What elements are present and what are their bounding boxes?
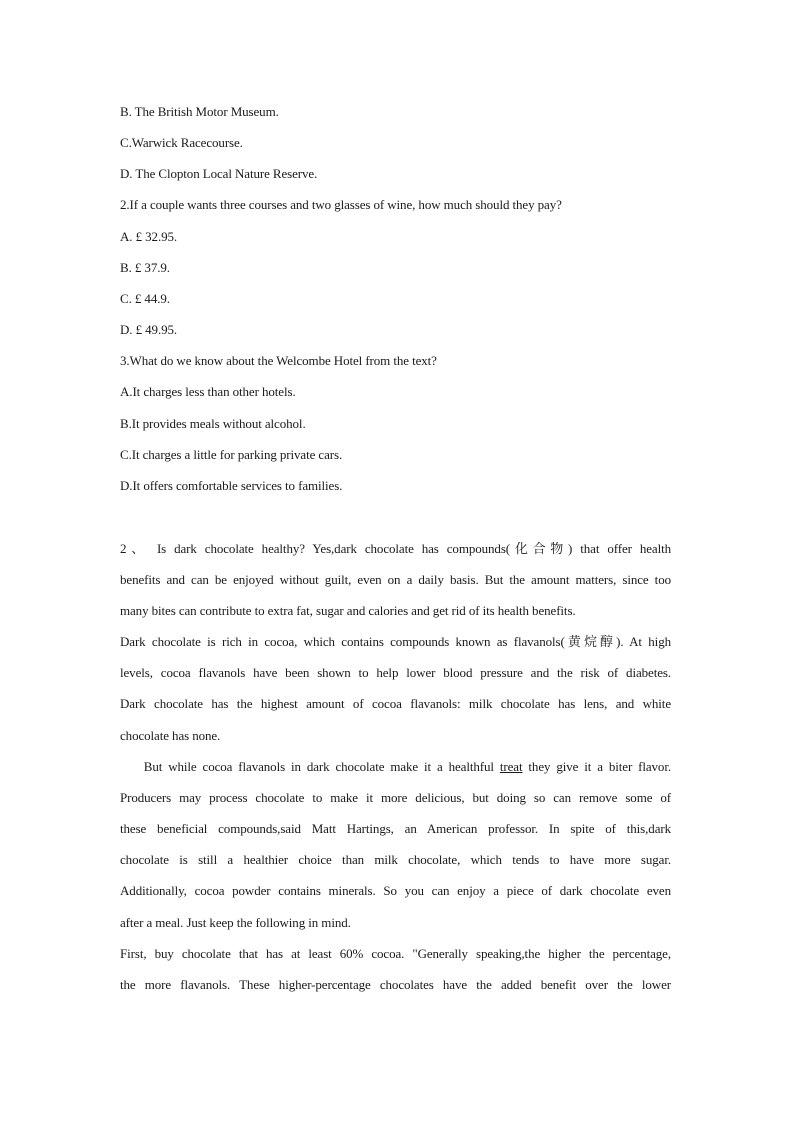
passage-line-1: 2、 Is dark chocolate healthy? Yes,dark chocolate has compounds(化合物) that offer health (120, 541, 671, 556)
passage-line-6: Dark chocolate has the highest amount of cocoa flavanols: milk chocolate has lens, and white (120, 696, 671, 711)
option-b-motor-museum: B. The British Motor Museum. (120, 104, 279, 119)
passage-line-8 (120, 759, 671, 775)
question-2: 2.If a couple wants three courses and two glasses of wine, how much should they pay? (120, 197, 562, 212)
question-3-option-a: A.It charges less than other hotels. (120, 384, 296, 399)
passage-line-4: Dark chocolate is rich in cocoa, which contains compounds known as flavanols(黄烷醇). At high (120, 634, 671, 649)
passage-line-10: these beneficial compounds,said Matt Hartings, an American professor. In spite of this,dark (120, 821, 671, 836)
question-2-option-a: A. £ 32.95. (120, 229, 178, 244)
option-c-warwick-racecourse: C.Warwick Racecourse. (120, 135, 243, 150)
question-2-option-c: C. £ 44.9. (120, 291, 170, 306)
passage-line-11: chocolate is still a healthier choice than milk chocolate, which tends to have more sugar. (120, 852, 671, 867)
passage-line-7: chocolate has none. (120, 728, 221, 743)
passage-line-9: Producers may process chocolate to make it more delicious, but doing so can remove some of (120, 790, 671, 805)
question-2-option-b: B. £ 37.9. (120, 260, 170, 275)
passage-line-2: benefits and can be enjoyed without guilt, even on a daily basis. But the amount matters, since too (120, 572, 671, 587)
passage-line-8-end: they give it a biter flavor. (522, 759, 671, 774)
passage-line-13: after a meal. Just keep the following in mind. (120, 915, 351, 930)
underlined-word-treat: treat (499, 759, 523, 774)
passage-line-15: the more flavanols. These higher-percentage chocolates have the added benefit over the lower (120, 977, 671, 992)
question-3-option-c: C.It charges a little for parking private cars. (120, 447, 343, 462)
passage-line-14: First, buy chocolate that has at least 60% cocoa. "Generally speaking,the higher the percentage, (120, 946, 671, 961)
passage-line-3: many bites can contribute to extra fat, sugar and calories and get rid of its health benefits. (120, 603, 576, 618)
question-2-option-d: D. £ 49.95. (120, 322, 178, 337)
passage-line-12: Additionally, cocoa powder contains minerals. So you can enjoy a piece of dark chocolate even (120, 883, 671, 898)
passage-line-8-start: But while cocoa flavanols in dark chocolate make it a healthful (120, 759, 500, 774)
question-3-option-d: D.It offers comfortable services to families. (120, 478, 343, 493)
question-3-option-b: B.It provides meals without alcohol. (120, 416, 306, 431)
question-3: 3.What do we know about the Welcombe Hotel from the text? (120, 353, 437, 368)
option-d-clopton-reserve: D. The Clopton Local Nature Reserve. (120, 166, 318, 181)
passage-line-5: levels, cocoa flavanols have been shown to help lower blood pressure and the risk of diabetes. (120, 665, 671, 680)
